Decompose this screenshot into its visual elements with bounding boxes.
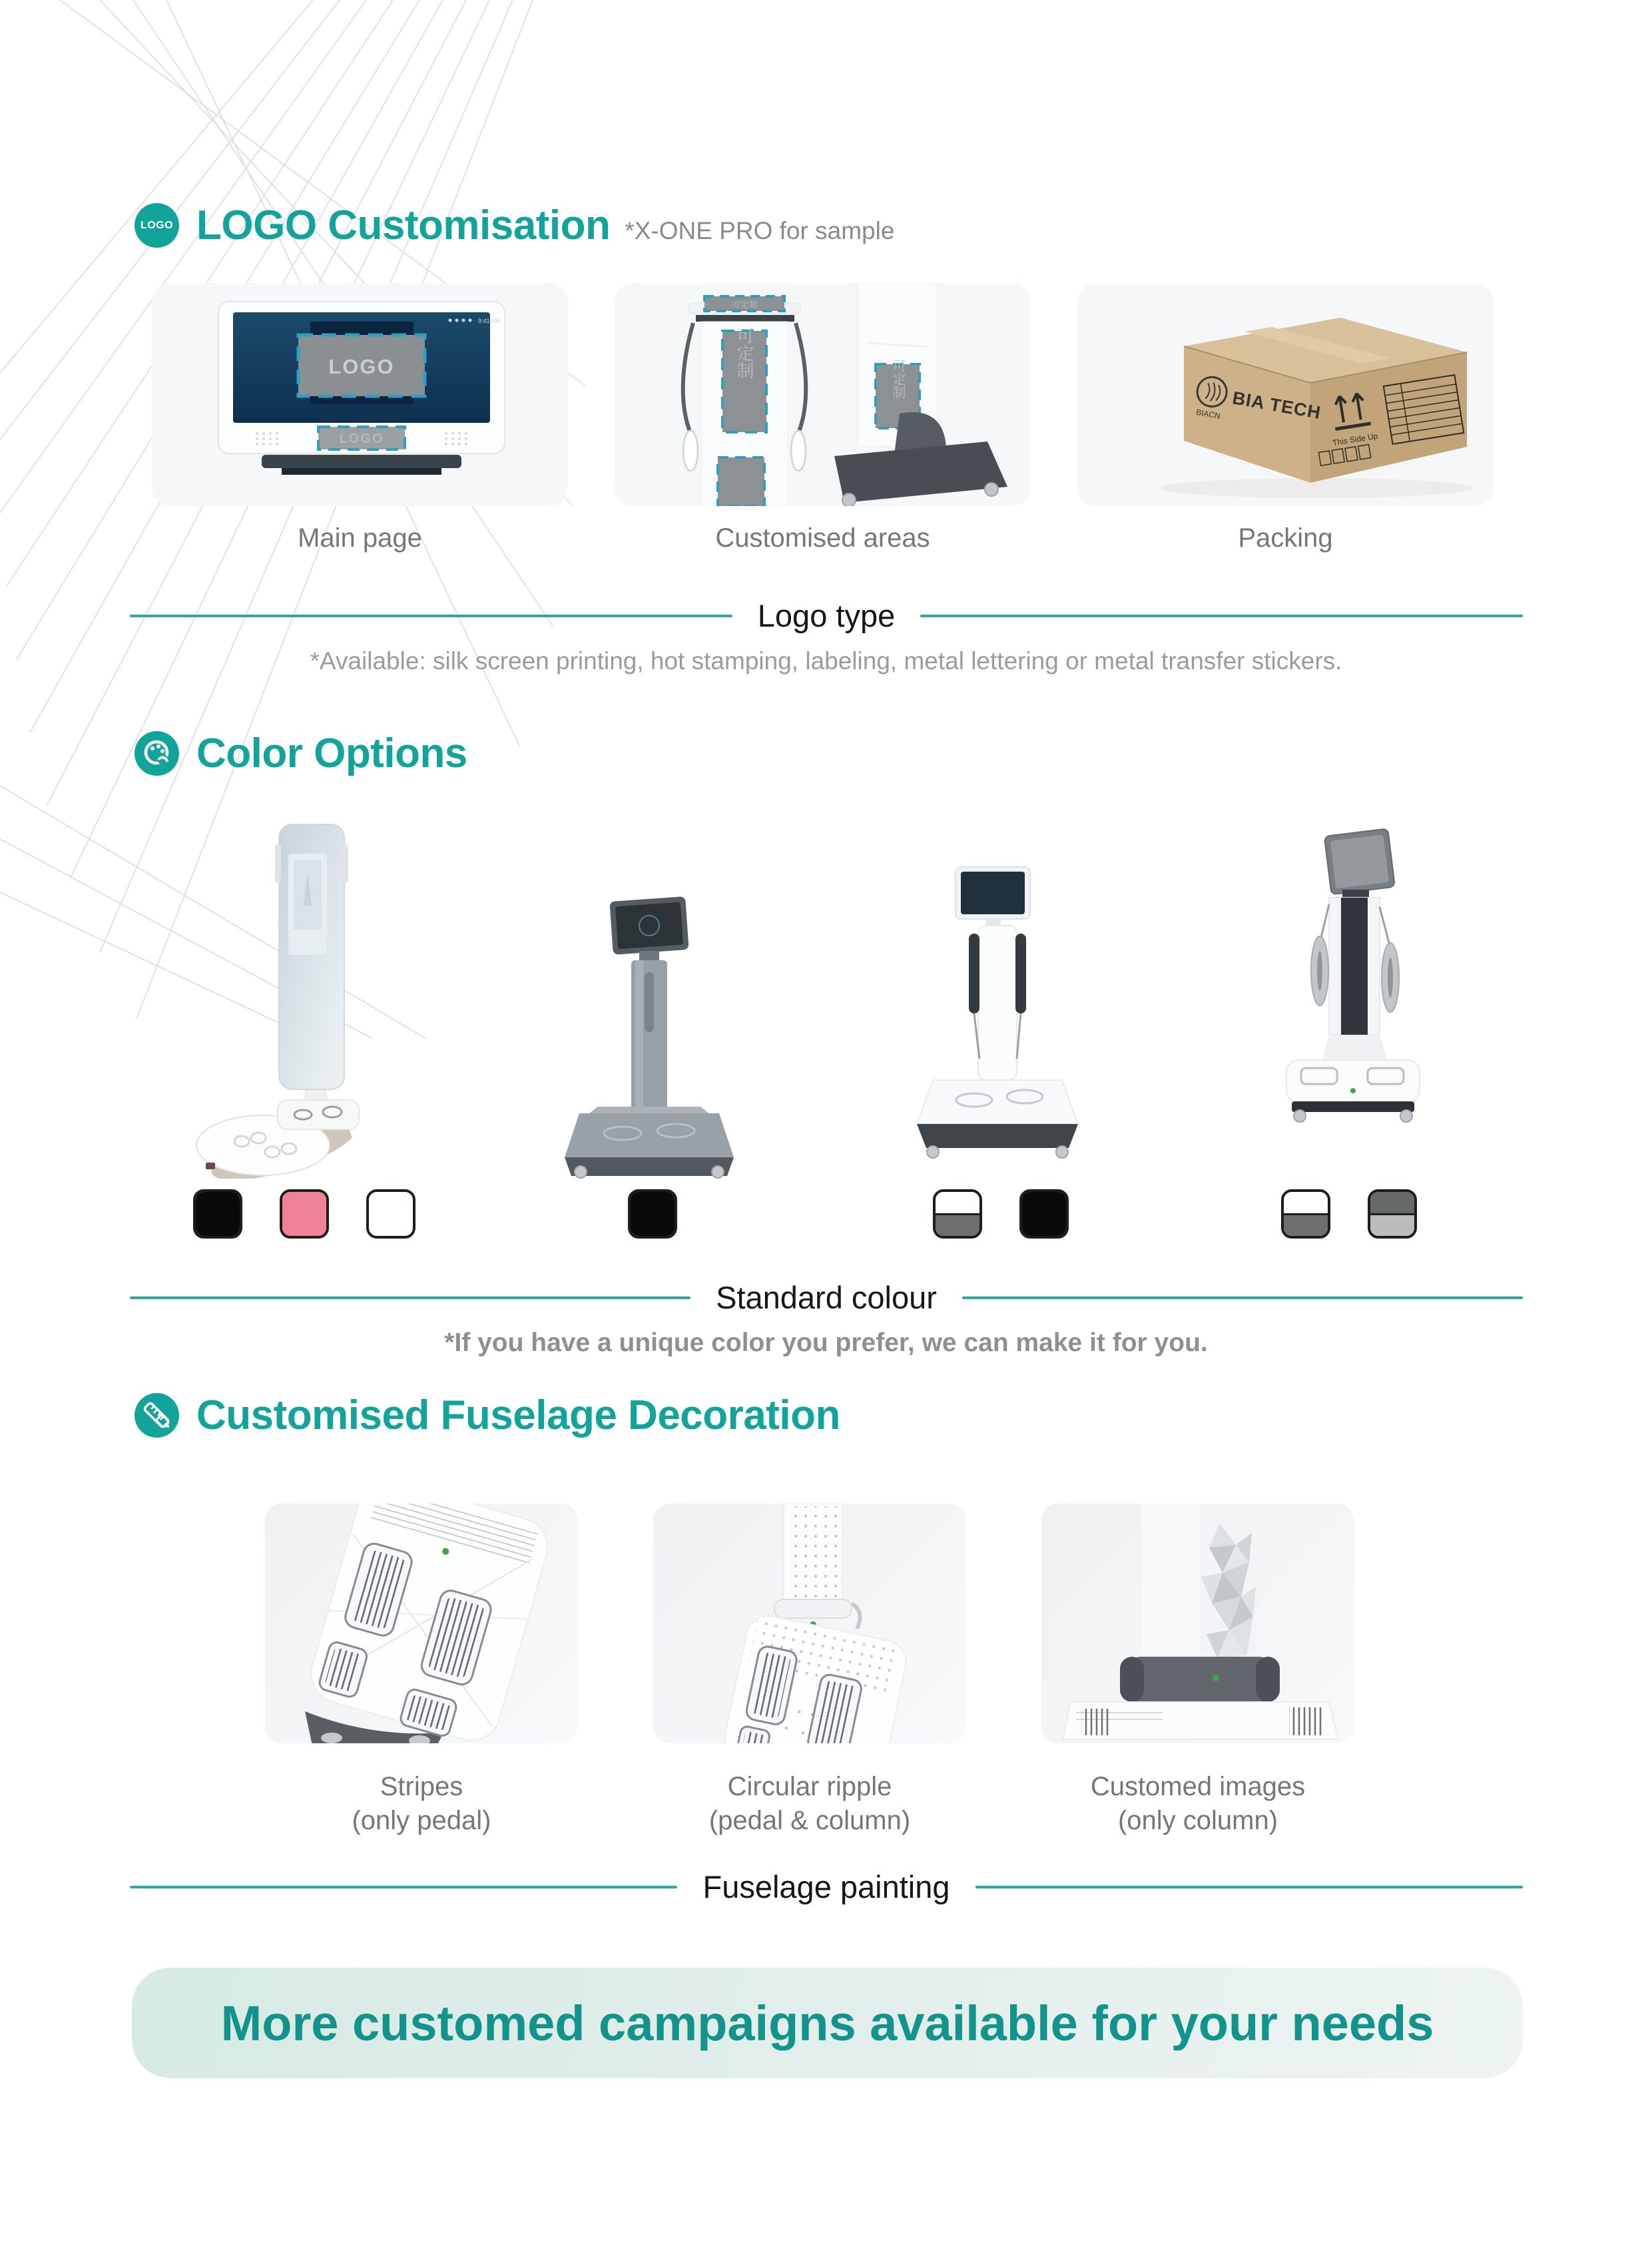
caption-circular-ripple xyxy=(709,1770,910,1838)
caption-customed-images xyxy=(1091,1770,1305,1838)
swatch-group xyxy=(193,1189,415,1239)
customise-area-column-label: 可定制 xyxy=(734,327,754,379)
product-white-analyzer xyxy=(826,818,1175,1239)
caption-ripple-sublabel: (pedal & column) xyxy=(708,1806,911,1836)
divider-logo-type xyxy=(130,597,1523,634)
divider-standard-colour xyxy=(130,1279,1523,1316)
divider-line xyxy=(130,615,732,617)
caption-packing: Packing xyxy=(1238,523,1333,553)
body-logo-text: LOGO xyxy=(339,431,384,446)
standard-colour-note: *If you have a unique color you prefer, we can make it for you. xyxy=(444,1328,1208,1357)
ruler-pencil-icon xyxy=(135,1393,179,1438)
product-grey-analyzer xyxy=(478,818,826,1239)
body-logo-placeholder xyxy=(318,427,405,449)
white-analyzer-image xyxy=(881,859,1121,1179)
divider-line xyxy=(920,615,1523,617)
stripes-image xyxy=(265,1504,578,1743)
color-swatch xyxy=(628,1189,677,1239)
card-customed-images xyxy=(1041,1504,1354,1838)
divider-line xyxy=(962,1296,1523,1299)
section-title-fuselage: Customised Fuselage Decoration xyxy=(196,1392,840,1438)
screen-logo-placeholder xyxy=(298,335,425,396)
screen-logo-text: LOGO xyxy=(328,355,395,378)
caption-customed-sublabel: (only column) xyxy=(1117,1806,1278,1836)
mirror-scanner-image xyxy=(178,819,431,1179)
swatch-group xyxy=(1281,1189,1417,1239)
color-options-products xyxy=(130,818,1523,1239)
caption-stripes-sublabel: (only pedal) xyxy=(352,1806,491,1836)
swatch-group xyxy=(628,1189,677,1239)
fuselage-decoration-header xyxy=(135,1392,840,1439)
caption-customised-areas: Customised areas xyxy=(715,523,930,553)
product-mirror-scanner xyxy=(130,818,478,1239)
divider-label: Fuselage painting xyxy=(702,1869,950,1904)
card-customised-areas xyxy=(615,283,1031,553)
color-swatch xyxy=(1368,1189,1417,1239)
customised-areas-image xyxy=(615,283,1031,506)
logo-customisation-cards xyxy=(152,283,1494,553)
palette-icon xyxy=(135,731,179,776)
device-front xyxy=(683,296,806,506)
caption-stripes xyxy=(352,1770,491,1838)
card-packing xyxy=(1077,283,1494,553)
device-side xyxy=(834,283,1007,506)
divider-line xyxy=(130,1296,690,1299)
main-page-image xyxy=(152,283,568,506)
color-swatch xyxy=(1019,1189,1069,1239)
customed-images-image xyxy=(1041,1504,1354,1743)
banner-text: More customed campaigns available for your needs xyxy=(220,1995,1434,2051)
box-brand-code: BIACN xyxy=(1195,407,1221,422)
caption-ripple-label: Circular ripple xyxy=(727,1772,892,1801)
card-stripes xyxy=(265,1504,578,1838)
color-swatch xyxy=(933,1189,982,1239)
color-swatch xyxy=(366,1189,415,1239)
caption-stripes-label: Stripes xyxy=(380,1772,463,1801)
divider-label: Standard colour xyxy=(716,1280,937,1315)
packing-image xyxy=(1077,283,1494,506)
color-options-header xyxy=(135,730,467,777)
card-main-page xyxy=(152,283,568,553)
divider-fuselage-painting xyxy=(130,1868,1523,1905)
box-side-note: This Side Up xyxy=(1332,431,1379,448)
caption-customed-label: Customed images xyxy=(1090,1772,1306,1801)
swatch-group xyxy=(933,1189,1069,1239)
section-title-color-options: Color Options xyxy=(196,730,467,776)
color-swatch xyxy=(193,1189,242,1239)
customise-area-top-label: 可定制 xyxy=(731,300,758,310)
product-handle-analyzer xyxy=(1175,818,1523,1239)
color-swatch xyxy=(280,1189,329,1239)
logo-type-note: *Available: silk screen printing, hot stamping, labeling, metal lettering or metal transfer stickers. xyxy=(310,647,1342,675)
color-swatch xyxy=(1281,1189,1330,1239)
divider-label: Logo type xyxy=(757,598,896,633)
circular-ripple-image xyxy=(653,1504,966,1743)
logo-badge-label: LOGO xyxy=(140,219,174,231)
section-title-logo-customisation: LOGO Customisation xyxy=(196,202,611,248)
card-circular-ripple xyxy=(653,1504,966,1838)
divider-line xyxy=(975,1886,1523,1888)
fuselage-cards xyxy=(265,1504,1354,1838)
divider-line xyxy=(130,1886,677,1888)
status-time: 9:41 AM xyxy=(478,318,501,324)
caption-main-page: Main page xyxy=(298,523,422,553)
logo-customisation-header xyxy=(135,202,894,249)
bottom-banner xyxy=(132,1968,1523,2078)
logo-badge-icon xyxy=(135,203,179,248)
grey-analyzer-image xyxy=(533,886,772,1179)
section-subtitle: *X-ONE PRO for sample xyxy=(625,217,895,244)
handle-analyzer-image xyxy=(1229,826,1469,1179)
customise-area-side-label: 可定制 xyxy=(890,359,905,399)
box-brand-text: BIA TECH xyxy=(1231,388,1323,423)
